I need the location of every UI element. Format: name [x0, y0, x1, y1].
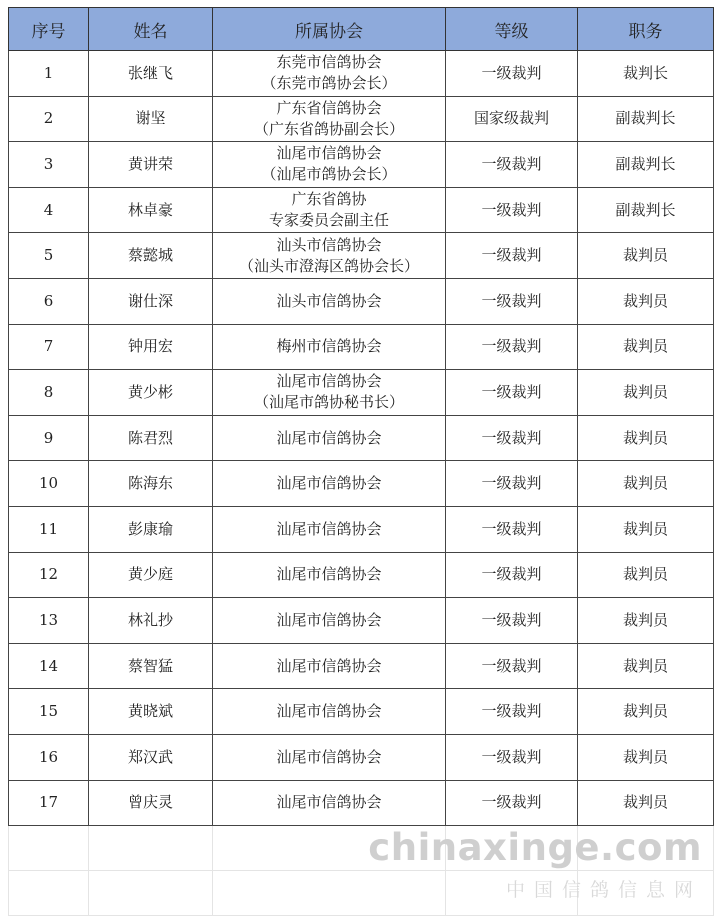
association-line: 专家委员会副主任 [268, 211, 389, 230]
watermark-cn: 中国信鸽信息网 [505, 879, 702, 901]
cell-name: 谢仕深 [89, 278, 213, 324]
cell-role: 裁判员 [578, 552, 714, 598]
cell-association [213, 51, 446, 97]
cell-grade: 一级裁判 [446, 506, 578, 552]
association-line: 汕尾市信鸽协会 [276, 747, 382, 766]
cell-no: 15 [9, 689, 89, 735]
table-row [9, 370, 714, 416]
association-line: （汕尾市鸽协秘书长） [253, 393, 404, 412]
association-line: 东莞市信鸽协会 [276, 53, 382, 72]
header-grade: 等级 [446, 8, 578, 51]
cell-name: 曾庆灵 [89, 780, 213, 826]
cell-no: 4 [9, 187, 89, 233]
cell-name: 蔡懿城 [89, 233, 213, 279]
table-row [9, 689, 714, 735]
cell-grade: 一级裁判 [446, 142, 578, 188]
cell-name: 黄少庭 [89, 552, 213, 598]
cell-association [213, 278, 446, 324]
cell-role: 副裁判长 [578, 142, 714, 188]
cell-grade: 一级裁判 [446, 689, 578, 735]
cell-role: 裁判员 [578, 324, 714, 370]
cell-role: 裁判员 [578, 461, 714, 507]
cell-grade: 一级裁判 [446, 415, 578, 461]
cell-no: 3 [9, 142, 89, 188]
header-association: 所属协会 [213, 8, 446, 51]
table-row [9, 96, 714, 142]
table-row [9, 142, 714, 188]
association-line: （广东省鸽协副会长） [253, 119, 404, 138]
cell-role: 裁判员 [578, 233, 714, 279]
cell-grade: 一级裁判 [446, 324, 578, 370]
cell-name: 黄少彬 [89, 370, 213, 416]
cell-role: 裁判员 [578, 278, 714, 324]
cell-name: 郑汉武 [89, 734, 213, 780]
association-line: 汕尾市信鸽协会 [276, 474, 382, 493]
cell-grade: 一级裁判 [446, 278, 578, 324]
cell-association [213, 506, 446, 552]
cell-name: 黄讲荣 [89, 142, 213, 188]
cell-no: 9 [9, 415, 89, 461]
association-line: 汕尾市信鸽协会 [276, 565, 382, 584]
cell-name: 陈君烈 [89, 415, 213, 461]
association-line: 汕尾市信鸽协会 [276, 656, 382, 675]
association-line: 汕尾市信鸽协会 [276, 372, 382, 391]
cell-no: 14 [9, 643, 89, 689]
cell-no: 5 [9, 233, 89, 279]
cell-association [213, 552, 446, 598]
cell-grade: 国家级裁判 [446, 96, 578, 142]
cell-no: 17 [9, 780, 89, 826]
cell-name: 谢坚 [89, 96, 213, 142]
table-row [9, 552, 714, 598]
cell-no: 13 [9, 598, 89, 644]
association-line: 汕尾市信鸽协会 [276, 610, 382, 629]
cell-name: 钟用宏 [89, 324, 213, 370]
cell-name: 林卓豪 [89, 187, 213, 233]
table-row [9, 51, 714, 97]
table-row [9, 278, 714, 324]
cell-no: 6 [9, 278, 89, 324]
table-row [9, 461, 714, 507]
cell-role: 裁判员 [578, 643, 714, 689]
watermark-site: chinaxinge.com [368, 826, 702, 869]
cell-association [213, 643, 446, 689]
association-line: 汕头市信鸽协会 [276, 291, 382, 310]
cell-grade: 一级裁判 [446, 461, 578, 507]
cell-name: 陈海东 [89, 461, 213, 507]
table-row [9, 780, 714, 826]
cell-role: 裁判员 [578, 506, 714, 552]
cell-role: 裁判员 [578, 598, 714, 644]
association-line: 汕尾市信鸽协会 [276, 144, 382, 163]
table-header-row [9, 8, 714, 51]
association-line: （汕头市澄海区鸽协会长） [238, 256, 419, 275]
association-line: 汕尾市信鸽协会 [276, 793, 382, 812]
cell-grade: 一级裁判 [446, 552, 578, 598]
cell-association [213, 734, 446, 780]
cell-role: 裁判长 [578, 51, 714, 97]
referee-table-container [8, 7, 713, 916]
cell-name: 蔡智猛 [89, 643, 213, 689]
cell-name: 林礼抄 [89, 598, 213, 644]
cell-grade: 一级裁判 [446, 598, 578, 644]
cell-no: 16 [9, 734, 89, 780]
header-name: 姓名 [89, 8, 213, 51]
table-row [9, 233, 714, 279]
cell-grade: 一级裁判 [446, 643, 578, 689]
table-row [9, 598, 714, 644]
header-no: 序号 [9, 8, 89, 51]
cell-no: 7 [9, 324, 89, 370]
cell-grade: 一级裁判 [446, 187, 578, 233]
association-line: （东莞市鸽协会长） [261, 74, 397, 93]
table-row [9, 324, 714, 370]
table-row [9, 415, 714, 461]
cell-association [213, 780, 446, 826]
association-line: 广东省信鸽协会 [276, 98, 382, 117]
cell-no: 1 [9, 51, 89, 97]
cell-grade: 一级裁判 [446, 734, 578, 780]
cell-grade: 一级裁判 [446, 233, 578, 279]
cell-no: 8 [9, 370, 89, 416]
cell-name: 黄晓斌 [89, 689, 213, 735]
table-row [9, 734, 714, 780]
cell-grade: 一级裁判 [446, 780, 578, 826]
association-line: 广东省鸽协 [291, 190, 367, 209]
cell-no: 11 [9, 506, 89, 552]
association-line: （汕尾市鸽协会长） [261, 165, 397, 184]
cell-association [213, 461, 446, 507]
cell-name: 彭康瑜 [89, 506, 213, 552]
cell-association [213, 233, 446, 279]
cell-no: 10 [9, 461, 89, 507]
cell-association [213, 142, 446, 188]
cell-role: 裁判员 [578, 370, 714, 416]
cell-role: 裁判员 [578, 415, 714, 461]
table-row [9, 506, 714, 552]
cell-role: 副裁判长 [578, 187, 714, 233]
cell-association [213, 324, 446, 370]
table-row [9, 643, 714, 689]
cell-name: 张继飞 [89, 51, 213, 97]
cell-role: 副裁判长 [578, 96, 714, 142]
cell-association [213, 415, 446, 461]
table-row [9, 187, 714, 233]
association-line: 汕头市信鸽协会 [276, 235, 382, 254]
association-line: 汕尾市信鸽协会 [276, 519, 382, 538]
cell-no: 2 [9, 96, 89, 142]
cell-role: 裁判员 [578, 780, 714, 826]
cell-grade: 一级裁判 [446, 51, 578, 97]
association-line: 汕尾市信鸽协会 [276, 702, 382, 721]
cell-association [213, 689, 446, 735]
cell-association [213, 187, 446, 233]
cell-role: 裁判员 [578, 689, 714, 735]
cell-association [213, 370, 446, 416]
association-line: 梅州市信鸽协会 [276, 337, 382, 356]
cell-association [213, 598, 446, 644]
cell-grade: 一级裁判 [446, 370, 578, 416]
table-body [9, 51, 714, 826]
referee-table [8, 7, 714, 916]
cell-no: 12 [9, 552, 89, 598]
cell-association [213, 96, 446, 142]
header-role: 职务 [578, 8, 714, 51]
cell-role: 裁判员 [578, 734, 714, 780]
association-line: 汕尾市信鸽协会 [276, 428, 382, 447]
